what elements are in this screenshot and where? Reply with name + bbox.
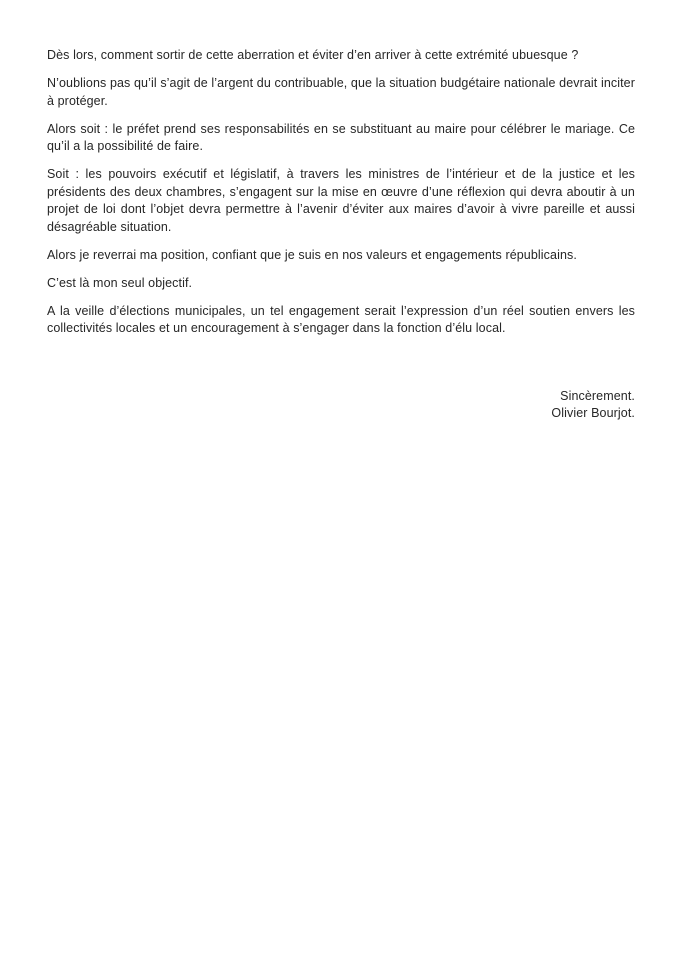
- letter-paragraph: Alors je reverrai ma position, confiant que je suis en nos valeurs et engagements républicains.: [47, 247, 577, 262]
- letter-body: [47, 47, 635, 423]
- closing-signature: Olivier Bourjot.: [551, 406, 635, 420]
- closing-salutation: Sincèrement.: [560, 388, 635, 403]
- letter-closing: [47, 388, 635, 423]
- letter-paragraph: Alors soit : le préfet prend ses responsabilités en se substituant au maire pour célébrer le mariage. Ce qu’il a la possibilité de faire.: [47, 121, 635, 153]
- letter-paragraph: Soit : les pouvoirs exécutif et législatif, à travers les ministres de l’intérieur et de la justice et les présidents des deux chambres, s’engagent sur la mise en œuvre d’une réflexion qui devra aboutir à un projet de loi dont l’objet devra permettre à l’avenir d’éviter aux maires d’avoir à vivre pareille et aussi désagréable situation.: [47, 167, 635, 234]
- letter-paragraph: Dès lors, comment sortir de cette aberration et éviter d’en arriver à cette extrémité ubuesque ?: [47, 48, 579, 62]
- letter-paragraph: C’est là mon seul objectif.: [47, 275, 193, 290]
- letter-paragraph: N’oublions pas qu’il s’agit de l’argent du contribuable, que la situation budgétaire nationale devrait inciter à protéger.: [47, 76, 635, 108]
- letter-paragraph: A la veille d’élections municipales, un tel engagement serait l’expression d’un réel soutien envers les collectivités locales et un encouragement à s’engager dans la fonction d’élu local.: [47, 303, 635, 335]
